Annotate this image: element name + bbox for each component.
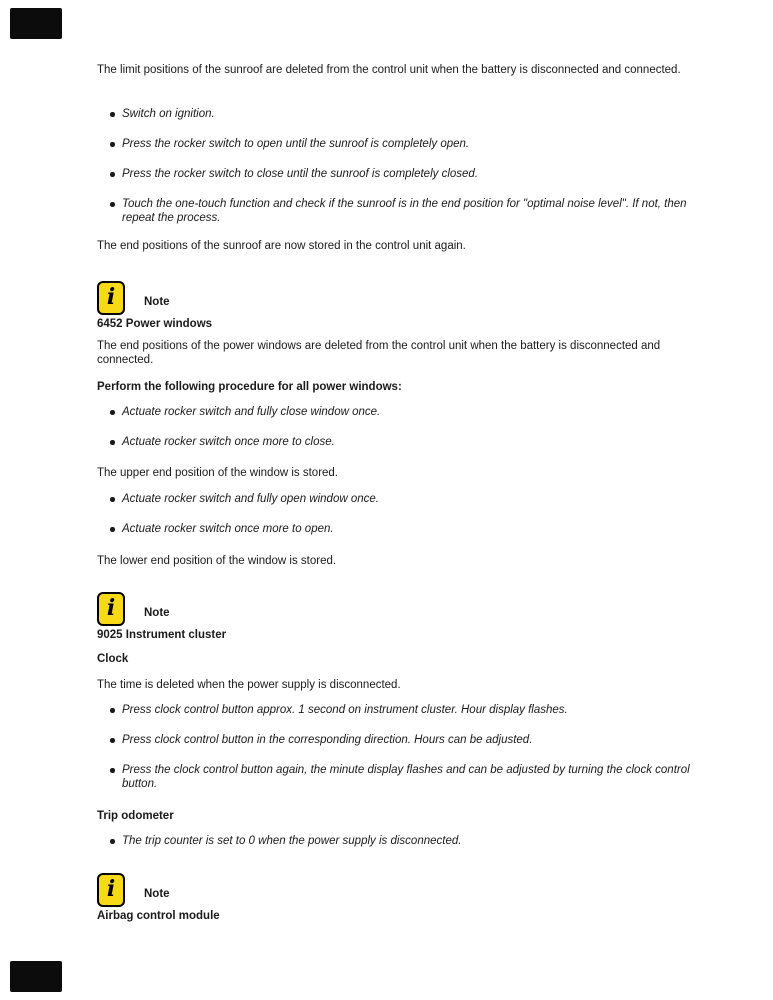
list-item: Press the clock control button again, the minute display flashes and can be adjusted by turning the clock control button. — [97, 763, 700, 791]
power-windows-open-steps — [97, 492, 710, 536]
note-header — [97, 281, 710, 315]
list-item: Switch on ignition. — [97, 107, 700, 121]
paragraph-sunroof-intro: The limit positions of the sunroof are deleted from the control unit when the battery is disconnected and connected. — [97, 64, 681, 76]
paragraph-power-windows-intro: The end positions of the power windows are deleted from the control unit when the battery is disconnected and connected. — [97, 340, 661, 366]
section-title-power-windows: 6452 Power windows — [97, 318, 213, 330]
scan-mark-top-left — [10, 8, 62, 39]
note-header — [97, 592, 710, 626]
note-label: Note — [144, 296, 170, 308]
power-windows-close-steps — [97, 405, 710, 449]
heading-trip-odometer: Trip odometer — [97, 810, 174, 822]
trip-odometer-steps — [97, 834, 710, 848]
sunroof-steps-list — [97, 107, 710, 225]
list-item: Press the rocker switch to close until the sunroof is completely closed. — [97, 167, 700, 181]
section-title-airbag: Airbag control module — [97, 910, 220, 922]
heading-clock: Clock — [97, 653, 129, 665]
paragraph-clock-intro: The time is deleted when the power supply is disconnected. — [97, 679, 401, 691]
info-note-icon: i — [97, 592, 125, 626]
info-note-icon: i — [97, 281, 125, 315]
list-item: The trip counter is set to 0 when the power supply is disconnected. — [97, 834, 700, 848]
list-item: Actuate rocker switch once more to open. — [97, 522, 700, 536]
list-item: Actuate rocker switch and fully close window once. — [97, 405, 700, 419]
paragraph-upper-result: The upper end position of the window is stored. — [97, 467, 339, 479]
list-item: Actuate rocker switch once more to close. — [97, 435, 700, 449]
note-label: Note — [144, 607, 170, 619]
paragraph-sunroof-result: The end positions of the sunroof are now stored in the control unit again. — [97, 240, 466, 252]
list-item: Press clock control button in the corresponding direction. Hours can be adjusted. — [97, 733, 700, 747]
info-note-icon: i — [97, 873, 125, 907]
clock-steps-list — [97, 703, 710, 791]
heading-procedure: Perform the following procedure for all power windows: — [97, 381, 402, 393]
list-item: Press clock control button approx. 1 second on instrument cluster. Hour display flashes. — [97, 703, 700, 717]
section-title-instrument-cluster: 9025 Instrument cluster — [97, 629, 227, 641]
note-header — [97, 873, 710, 907]
list-item: Touch the one-touch function and check if the sunroof is in the end position for "optimal noise level". If not, then repeat the process. — [97, 197, 700, 225]
list-item: Press the rocker switch to open until the sunroof is completely open. — [97, 137, 700, 151]
note-label: Note — [144, 888, 170, 900]
paragraph-lower-result: The lower end position of the window is stored. — [97, 555, 337, 567]
scan-mark-bottom-left — [10, 961, 62, 992]
list-item: Actuate rocker switch and fully open window once. — [97, 492, 700, 506]
